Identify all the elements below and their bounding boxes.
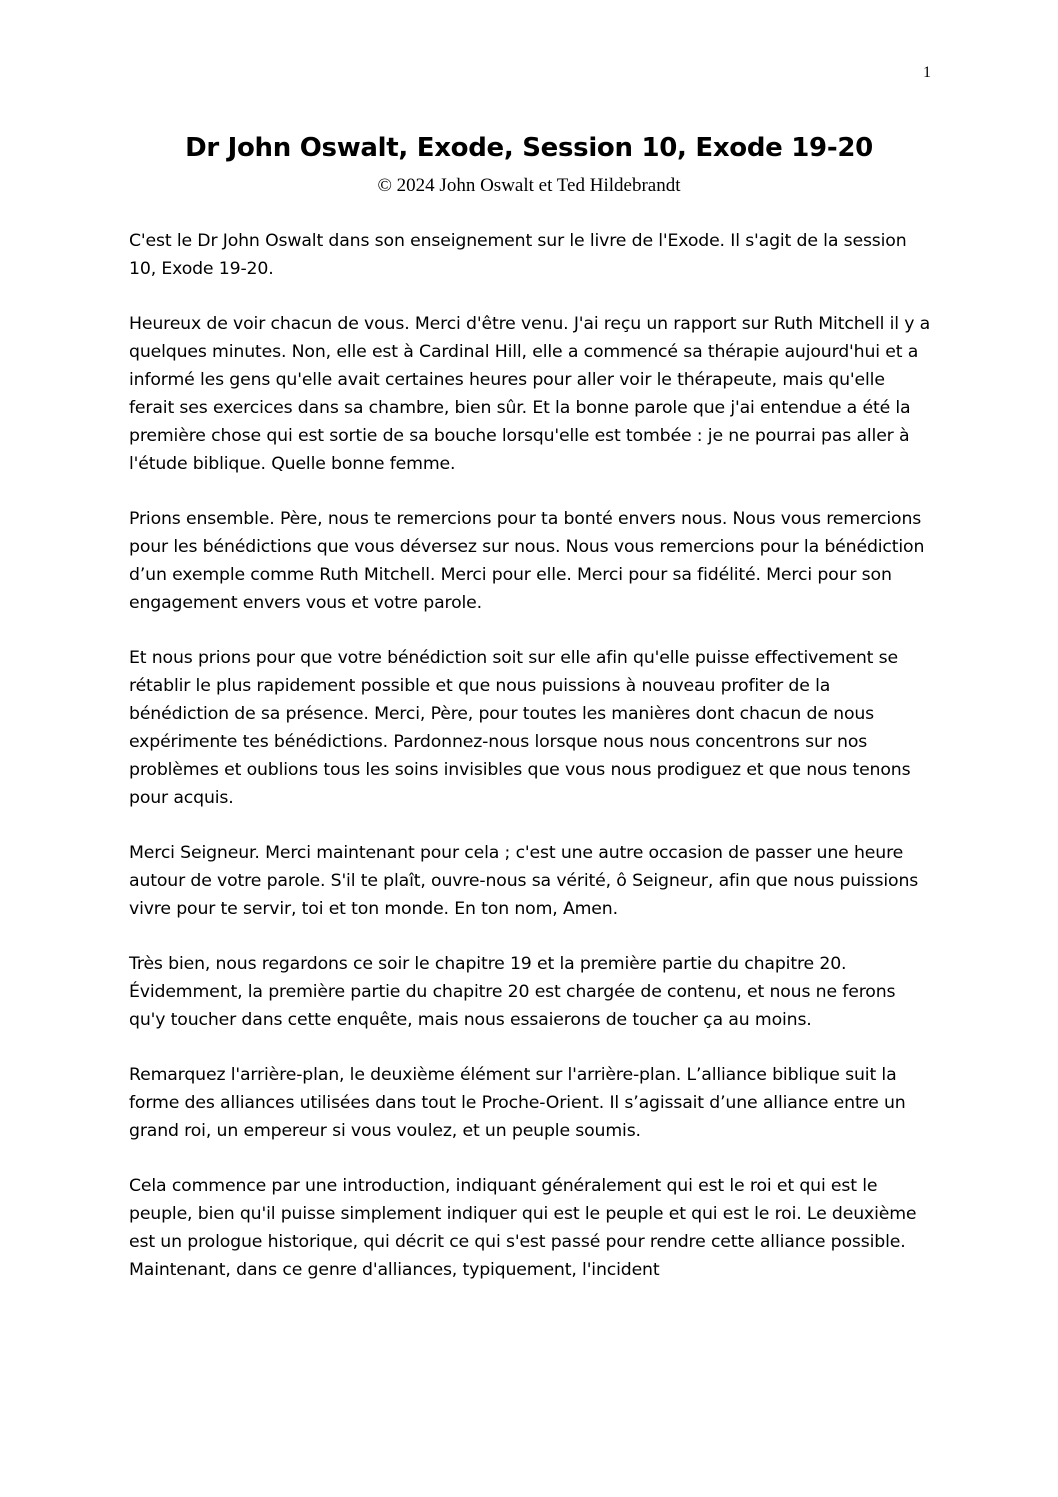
document-body — [129, 227, 935, 1311]
copyright-line: © 2024 John Oswalt et Ted Hildebrandt — [377, 175, 681, 196]
paragraph: Merci Seigneur. Merci maintenant pour cela ; c'est une autre occasion de passer une heure autour de votre parole. S'il te plaît, ouvre-nous sa vérité, ô Seigneur, afin que nous puissions vivre pour te servir, toi et ton monde. En ton nom, Amen. — [129, 843, 919, 919]
page-title: Dr John Oswalt, Exode, Session 10, Exode 19-20 — [185, 133, 873, 163]
paragraph: Remarquez l'arrière-plan, le deuxième élément sur l'arrière-plan. L’alliance biblique suit la forme des alliances utilisées dans tout le Proche-Orient. Il s’agissait d’une alliance entre un grand roi, un empereur si vous voulez, et un peuple soumis. — [129, 1065, 906, 1141]
page-number: 1 — [923, 64, 931, 81]
paragraph: Heureux de voir chacun de vous. Merci d'être venu. J'ai reçu un rapport sur Ruth Mitchell il y a quelques minutes. Non, elle est à Cardinal Hill, elle a commencé sa thérapie aujourd'hui et a informé les gens qu'elle avait certaines heures pour aller voir le thérapeute, mais qu'elle ferait ses exercices dans sa chambre, bien sûr. Et la bonne parole que j'ai entendue a été la première chose qui est sortie de sa bouche lorsqu'elle est tombée : je ne pourrai pas aller à l'étude biblique. Quelle bonne femme. — [129, 314, 931, 474]
paragraph: Très bien, nous regardons ce soir le chapitre 19 et la première partie du chapitre 20. Évidemment, la première partie du chapitre 20 est chargée de contenu, et nous ne ferons qu'y toucher dans cette enquête, mais nous essaierons de toucher ça au moins. — [129, 954, 896, 1030]
paragraph: Cela commence par une introduction, indiquant généralement qui est le roi et qui est le peuple, bien qu'il puisse simplement indiquer qui est le peuple et qui est le roi. Le deuxième est un prologue historique, qui décrit ce qui s'est passé pour rendre cette alliance possible. Maintenant, dans ce genre d'alliances, typiquement, l'incident — [129, 1176, 917, 1280]
paragraph: Prions ensemble. Père, nous te remercions pour ta bonté envers nous. Nous vous remercions pour les bénédictions que vous déversez sur nous. Nous vous remercions pour la bénédiction d’un exemple comme Ruth Mitchell. Merci pour elle. Merci pour sa fidélité. Merci pour son engagement envers vous et votre parole. — [129, 509, 925, 613]
paragraph: Et nous prions pour que votre bénédiction soit sur elle afin qu'elle puisse effectivement se rétablir le plus rapidement possible et que nous puissions à nouveau profiter de la bénédiction de sa présence. Merci, Père, pour toutes les manières dont chacun de nous expérimente tes bénédictions. Pardonnez-nous lorsque nous nous concentrons sur nos problèmes et oublions tous les soins invisibles que vous nous prodiguez et que nous tenons pour acquis. — [129, 648, 911, 808]
paragraph-intro: C'est le Dr John Oswalt dans son enseignement sur le livre de l'Exode. Il s'agit de la session 10, Exode 19-20. — [129, 231, 907, 279]
